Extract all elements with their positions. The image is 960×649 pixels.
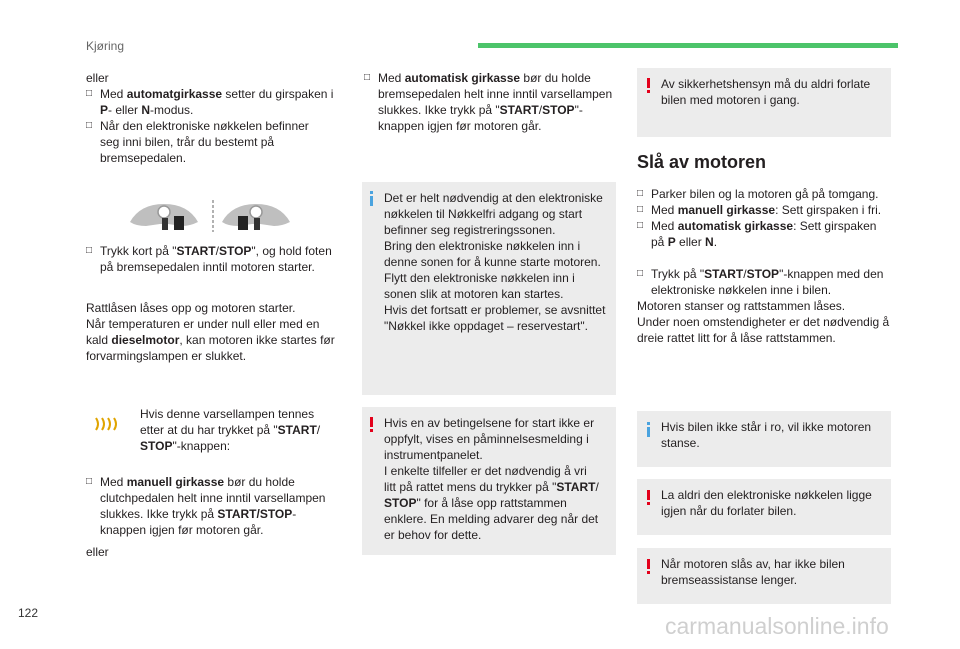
text-bold: START — [176, 244, 216, 258]
text: forvarmingslampen er slukket. — [86, 349, 247, 363]
page-number: 122 — [18, 606, 39, 620]
warning-icon — [646, 490, 652, 505]
bullet-icon: □ — [637, 268, 644, 279]
info-box-moving — [637, 411, 891, 467]
text-bold: N — [705, 235, 714, 249]
warning-text — [661, 487, 889, 519]
watermark: carmanualsonline.info — [665, 613, 889, 639]
text-bold: START — [556, 480, 596, 494]
text: etter at du har trykket på " — [140, 423, 278, 437]
text: / — [215, 244, 219, 258]
text: Med — [378, 71, 405, 85]
text: setter du girspaken i — [222, 87, 334, 101]
warning-icon — [646, 559, 652, 574]
text: oppfylt, vises en påminnelsesmelding i — [384, 432, 589, 446]
text: Med — [100, 475, 127, 489]
text-bold: manuell girkasse — [126, 475, 225, 489]
text: "-knappen: — [172, 439, 231, 453]
bullet-icon: □ — [86, 88, 93, 99]
text-bold: N — [141, 103, 151, 117]
bullet-key-inside — [86, 118, 351, 166]
text: Når temperaturen er under null eller med en — [86, 317, 320, 331]
text: er behov for dette. — [384, 528, 482, 542]
info-icon — [646, 422, 652, 437]
bullet-icon: □ — [86, 245, 93, 256]
text: bør du holde — [520, 71, 591, 85]
col1-block-2 — [86, 243, 351, 275]
text: . — [713, 235, 718, 249]
text: sonen slik at motoren kan startes. — [384, 287, 564, 301]
text: Det er helt nødvendig at den elektroniske — [384, 191, 603, 205]
bullet-press-start — [86, 243, 351, 275]
text-eller-2: eller — [86, 545, 109, 559]
text-bold: START — [499, 103, 539, 117]
bullet-icon: □ — [637, 188, 644, 199]
text: knappen igjen før motoren går. — [378, 119, 542, 133]
text: - eller — [108, 103, 142, 117]
text: Motoren stanser og rattstammen låses. — [637, 299, 846, 313]
warning-icon — [369, 417, 375, 432]
col3-block-1 — [637, 186, 899, 250]
text: Under noen omstendigheter er det nødvendig å — [637, 315, 890, 329]
section-bar — [478, 43, 898, 48]
info-text — [384, 190, 616, 334]
text: "Nøkkel ikke oppdaget – reservestart". — [384, 319, 588, 333]
text: Trykk på " — [651, 267, 705, 281]
text-bold: automatgirkasse — [126, 87, 223, 101]
text: bør du holde — [224, 475, 295, 489]
warning-box-conditions — [362, 407, 616, 555]
text: Hvis denne varsellampen tennes — [140, 407, 315, 421]
info-box-key-zone — [362, 182, 616, 395]
text-bold: manuell girkasse — [677, 203, 776, 217]
bullet-icon: □ — [637, 204, 644, 215]
text: La aldri den elektroniske nøkkelen ligge — [661, 488, 872, 502]
text-bold: STOP — [140, 439, 173, 453]
text: - — [292, 507, 297, 521]
warning-box-key — [637, 479, 891, 535]
text: dreie rattet litt for å låse rattstammen. — [637, 331, 836, 345]
warning-text — [384, 415, 616, 543]
text: Med — [100, 87, 127, 101]
bullet-auto-gear — [86, 86, 351, 118]
text: clutchpedalen helt inne inntil varsellampen — [100, 491, 326, 505]
text: : Sett girspaken i fri. — [775, 203, 882, 217]
text: knappen igjen før motoren går. — [100, 523, 264, 537]
text: " for å låse opp rattstammen — [416, 496, 567, 510]
text-bold: dieselmotor — [111, 333, 180, 347]
bullet-icon: □ — [86, 476, 93, 487]
text: Hvis bilen ikke står i ro, vil ikke motoren — [661, 420, 872, 434]
text: bilen med motoren i gang. — [661, 93, 800, 107]
steering-wheel-icon — [130, 204, 198, 230]
text: slukkes. Ikke trykk på " — [378, 103, 500, 117]
text: / — [595, 480, 599, 494]
text: befinner seg registreringssonen. — [384, 223, 556, 237]
text: "- — [574, 103, 583, 117]
text: Trykk kort på " — [100, 244, 177, 258]
text: Hvis det fortsatt er problemer, se avsnittet — [384, 303, 606, 317]
text: elektroniske nøkkelen inne i bilen. — [651, 283, 832, 297]
preheating-lamp-icon — [94, 416, 120, 432]
text-bold: P — [100, 103, 109, 117]
text-bold: START/STOP — [217, 507, 293, 521]
text: Hvis en av betingelsene for start ikke er — [384, 416, 595, 430]
text-bold: STOP — [542, 103, 575, 117]
text: bremsepedalen helt inne inntil varsellampen — [378, 87, 613, 101]
text: bremseassistanse lenger. — [661, 573, 798, 587]
text: ", og hold foten — [251, 244, 332, 258]
steering-illustration — [128, 196, 298, 236]
text: stanse. — [661, 436, 700, 450]
warning-box-safety — [637, 68, 891, 137]
bullet-icon: □ — [364, 72, 371, 83]
col1-block-3 — [86, 300, 356, 364]
text-bold: P — [667, 235, 676, 249]
text: slukkes. Ikke trykk på — [100, 507, 218, 521]
text: seg inni bilen, trår du bestemt på — [100, 135, 275, 149]
section-label: Kjøring — [86, 39, 125, 53]
text: denne sonen for å kunne starte motoren. — [384, 255, 601, 269]
text: : Sett girspaken — [793, 219, 877, 233]
text: -modus. — [150, 103, 194, 117]
text-bold: START — [704, 267, 744, 281]
text: nøkkelen til Nøkkelfri adgang og start — [384, 207, 583, 221]
bullet-manual-gear — [86, 474, 351, 538]
text: , kan motoren ikke startes før — [179, 333, 335, 347]
text: / — [743, 267, 747, 281]
text-bold: STOP — [218, 244, 252, 258]
text: / — [538, 103, 543, 117]
warning-text — [661, 76, 889, 108]
bullet-auto-gear-hold — [364, 70, 624, 134]
bullet-manual-neutral — [637, 202, 899, 218]
text-bold: STOP — [746, 267, 780, 281]
text-bold: STOP — [384, 496, 417, 510]
text: på — [651, 235, 668, 249]
text: Rattlåsen låses opp og motoren starter. — [86, 301, 296, 315]
text-eller-1: eller — [86, 71, 109, 85]
text: bremsepedalen. — [100, 151, 187, 165]
bullet-icon: □ — [86, 120, 93, 131]
text: Med — [651, 219, 678, 233]
text: igjen når du forlater bilen. — [661, 504, 797, 518]
warning-box-brake-assist — [637, 548, 891, 604]
text: instrumentpanelet. — [384, 448, 483, 462]
text: på bremsepedalen inntil motoren starter. — [100, 260, 315, 274]
text: I enkelte tilfeller er det nødvendig å vri — [384, 464, 587, 478]
col1-warning-lamp-text — [140, 406, 350, 454]
bullet-icon: □ — [637, 220, 644, 231]
text: kald — [86, 333, 112, 347]
col3-block-2 — [637, 266, 899, 346]
col1-block-1 — [86, 70, 351, 166]
info-icon — [369, 191, 375, 206]
info-text — [661, 419, 889, 451]
text-bold: automatisk girkasse — [404, 71, 521, 85]
section-heading: Slå av motoren — [637, 152, 767, 172]
bullet-auto-pn — [637, 218, 899, 250]
bullet-park — [637, 186, 899, 202]
text: eller — [675, 235, 706, 249]
text: / — [316, 423, 321, 437]
text-bold: START — [277, 423, 317, 437]
text: enklere. En melding advarer deg når det — [384, 512, 599, 526]
text: Med — [651, 203, 678, 217]
warning-icon — [646, 78, 652, 93]
text-bold: automatisk girkasse — [677, 219, 794, 233]
warning-text — [661, 556, 889, 588]
steering-wheel-icon — [222, 204, 290, 230]
col1-block-4 — [86, 474, 351, 538]
bullet-press-stop — [637, 266, 899, 298]
text: litt på rattet mens du trykker på " — [384, 480, 557, 494]
text: Parker bilen og la motoren gå på tomgang. — [651, 187, 879, 201]
text: Når den elektroniske nøkkelen befinner — [100, 119, 309, 133]
col2-block-1 — [364, 70, 624, 134]
text: Når motoren slås av, har ikke bilen — [661, 557, 845, 571]
text: "-knappen med den — [779, 267, 884, 281]
text: Bring den elektroniske nøkkelen inn i — [384, 239, 581, 253]
text: Flytt den elektroniske nøkkelen inn i — [384, 271, 575, 285]
text: Av sikkerhetshensyn må du aldri forlate — [661, 77, 871, 91]
